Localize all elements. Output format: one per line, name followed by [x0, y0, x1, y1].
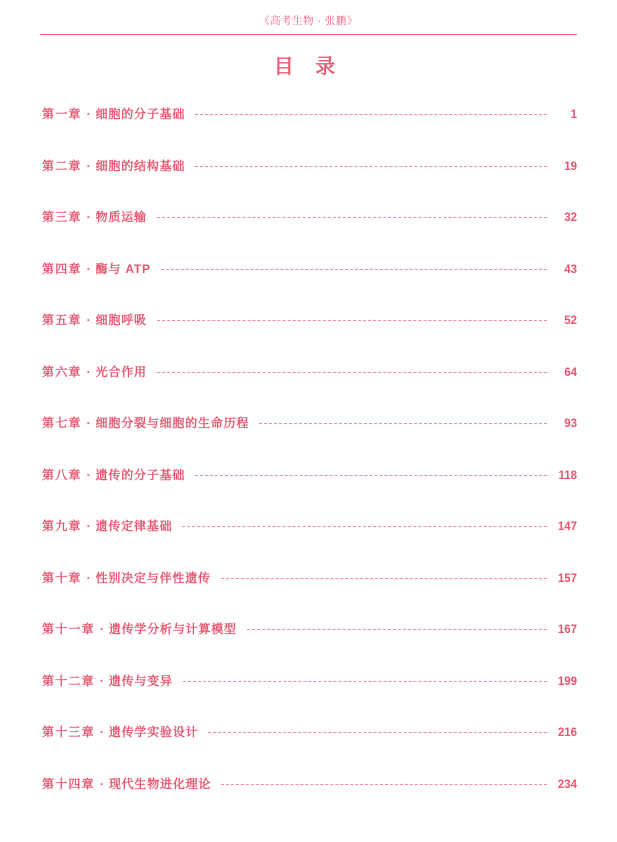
toc-entry[interactable]	[42, 260, 577, 312]
toc-page-number: 19	[564, 160, 577, 173]
toc-chapter-label: 第一章	[42, 107, 82, 121]
toc-page-number: 216	[557, 727, 577, 739]
toc-chapter-title: 物质运输	[95, 210, 147, 224]
toc-entry[interactable]	[42, 363, 577, 415]
toc-leader-line	[183, 681, 547, 682]
toc-chapter-label: 第十三章	[42, 725, 95, 739]
toc-list	[0, 105, 617, 826]
toc-leader-line	[195, 475, 547, 476]
toc-chapter-label: 第十一章	[42, 622, 95, 636]
toc-chapter-title: 细胞的结构基础	[95, 158, 186, 173]
toc-chapter-label: 第十章	[42, 570, 82, 585]
toc-chapter-label: 第五章	[42, 313, 82, 327]
toc-entry[interactable]	[42, 105, 577, 157]
toc-page-number: 52	[564, 315, 577, 327]
toc-page-number: 118	[558, 469, 577, 482]
toc-leader-line	[259, 423, 547, 424]
toc-page-number: 234	[557, 778, 577, 791]
toc-separator: ·	[86, 261, 91, 276]
toc-leader-line	[157, 320, 547, 321]
toc-leader-line	[221, 784, 547, 785]
toc-separator: ·	[99, 776, 104, 791]
toc-entry[interactable]	[42, 723, 577, 775]
toc-separator: ·	[99, 673, 104, 688]
toc-separator: ·	[99, 622, 104, 636]
toc-chapter-label: 第六章	[42, 364, 82, 379]
toc-separator: ·	[86, 210, 91, 224]
toc-entry[interactable]	[42, 517, 577, 569]
toc-entry[interactable]	[42, 672, 577, 724]
toc-leader-line	[157, 217, 547, 218]
toc-chapter-title: 光合作用	[95, 364, 147, 379]
toc-separator: ·	[86, 107, 91, 121]
toc-page-number: 1	[570, 109, 577, 121]
toc-separator: ·	[86, 364, 91, 379]
toc-chapter-label: 第八章	[42, 467, 82, 482]
toc-chapter-title: 细胞分裂与细胞的生命历程	[95, 416, 250, 430]
toc-chapter-title: 细胞的分子基础	[95, 107, 186, 121]
toc-separator: ·	[86, 416, 91, 430]
toc-chapter-label: 第四章	[42, 261, 82, 276]
toc-page-number: 157	[557, 572, 577, 585]
page-title: 目 录	[273, 56, 344, 78]
toc-leader-line	[247, 629, 547, 630]
toc-chapter-title: 酶与 ATP	[95, 261, 151, 276]
toc-page-number: 167	[557, 624, 577, 636]
toc-leader-line	[195, 166, 547, 167]
toc-chapter-label: 第十二章	[42, 673, 95, 688]
toc-separator: ·	[86, 313, 91, 327]
toc-chapter-title: 遗传学实验设计	[108, 725, 199, 739]
toc-page-number: 93	[564, 418, 577, 430]
toc-page-number: 147	[557, 521, 577, 533]
toc-page-number: 43	[564, 263, 577, 276]
toc-leader-line	[157, 372, 547, 373]
toc-page-number: 199	[557, 675, 577, 688]
toc-entry[interactable]	[42, 775, 577, 827]
toc-chapter-title: 遗传定律基础	[95, 519, 173, 533]
toc-page-number: 64	[564, 366, 577, 379]
header-divider	[40, 34, 577, 35]
toc-entry[interactable]	[42, 311, 577, 363]
toc-leader-line	[161, 269, 547, 270]
toc-leader-line	[208, 732, 547, 733]
toc-entry[interactable]	[42, 620, 577, 672]
toc-entry[interactable]	[42, 208, 577, 260]
toc-chapter-label: 第三章	[42, 210, 82, 224]
toc-entry[interactable]	[42, 157, 577, 209]
toc-chapter-label: 第十四章	[42, 776, 95, 791]
toc-separator: ·	[86, 158, 91, 173]
toc-chapter-title: 遗传学分析与计算模型	[108, 622, 237, 636]
toc-chapter-title: 现代生物进化理论	[108, 776, 212, 791]
running-head: 《高考生物 · 张鹏》	[259, 15, 358, 27]
toc-entry[interactable]	[42, 569, 577, 621]
toc-chapter-title: 细胞呼吸	[95, 313, 147, 327]
toc-separator: ·	[86, 570, 91, 585]
toc-chapter-label: 第二章	[42, 158, 82, 173]
toc-separator: ·	[99, 725, 104, 739]
toc-chapter-title: 遗传的分子基础	[95, 467, 186, 482]
toc-separator: ·	[86, 519, 91, 533]
toc-separator: ·	[86, 467, 91, 482]
toc-leader-line	[195, 114, 547, 115]
toc-chapter-title: 遗传与变异	[108, 673, 173, 688]
toc-leader-line	[182, 526, 547, 527]
toc-chapter-title: 性别决定与伴性遗传	[95, 570, 211, 585]
toc-page-number: 32	[564, 212, 577, 224]
toc-leader-line	[221, 578, 547, 579]
toc-chapter-label: 第七章	[42, 416, 82, 430]
toc-entry[interactable]	[42, 466, 577, 518]
toc-entry[interactable]	[42, 414, 577, 466]
toc-chapter-label: 第九章	[42, 519, 82, 533]
